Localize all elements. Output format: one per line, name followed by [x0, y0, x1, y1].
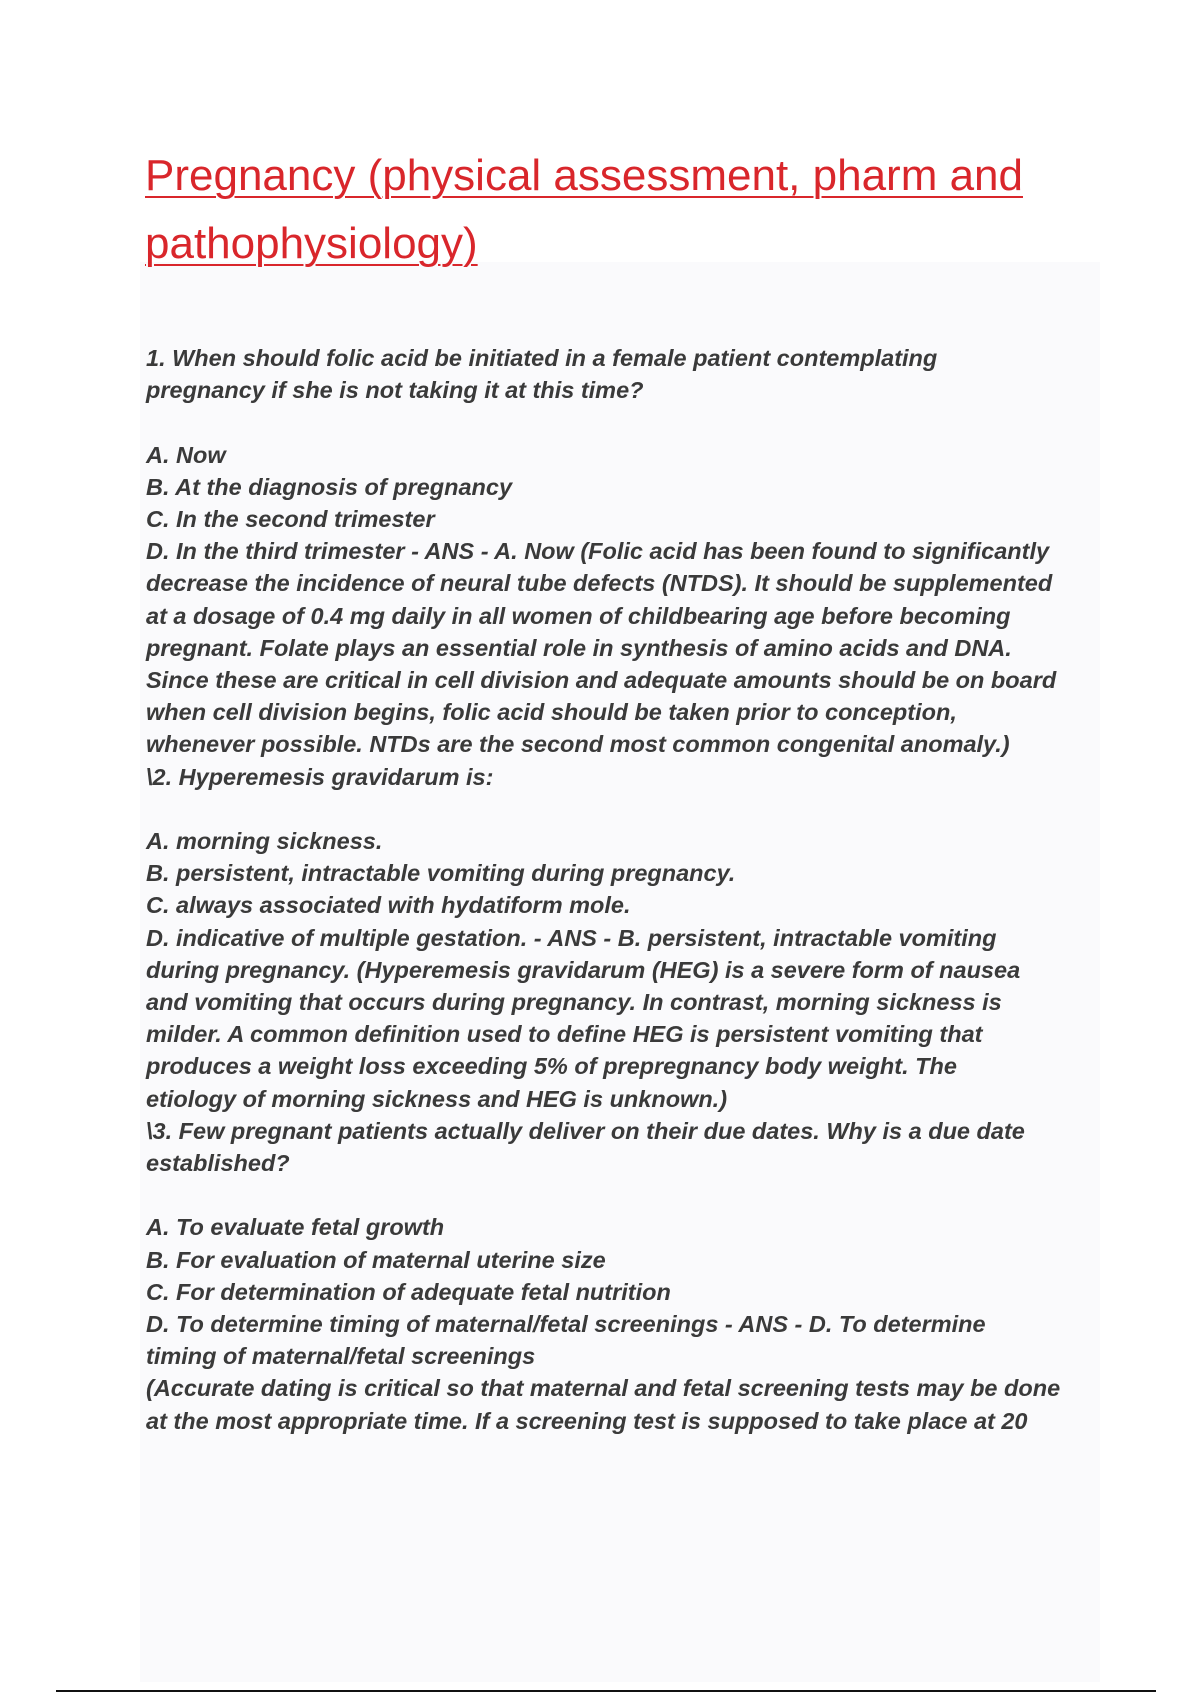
answer-line: B. At the diagnosis of pregnancy	[146, 473, 513, 500]
answer-line: decrease the incidence of neural tube defects (NTDS). It should be supplemented	[146, 570, 1053, 597]
document-title	[145, 142, 1145, 278]
question-stem-line: established?	[146, 1150, 290, 1177]
answer-line: produces a weight loss exceeding 5% of prepregnancy body weight. The	[146, 1053, 957, 1080]
answer-line: B. persistent, intractable vomiting during pregnancy.	[146, 860, 736, 887]
question-stem-line: \2. Hyperemesis gravidarum is:	[146, 763, 494, 790]
title-line-2: pathophysiology)	[145, 219, 478, 268]
answer-line: C. In the second trimester	[146, 506, 435, 532]
question-stem-line: \3. Few pregnant patients actually deliver on their due dates. Why is a due date	[146, 1117, 1025, 1144]
answer-line: C. always associated with hydatiform mole.	[146, 892, 631, 919]
answer-line: D. To determine timing of maternal/fetal screenings - ANS - D. To determine	[146, 1311, 986, 1338]
answer-line: etiology of morning sickness and HEG is unknown.)	[146, 1085, 728, 1112]
answer-line: timing of maternal/fetal screenings	[146, 1343, 536, 1370]
answer-line: D. indicative of multiple gestation. - ANS - B. persistent, intractable vomiting	[146, 924, 997, 951]
answer-line: A. To evaluate fetal growth	[146, 1214, 445, 1241]
answer-line: during pregnancy. (Hyperemesis gravidarum (HEG) is a severe form of nausea	[146, 956, 1021, 983]
answer-line: at a dosage of 0.4 mg daily in all women of childbearing age before becoming	[146, 602, 1011, 629]
answer-line: B. For evaluation of maternal uterine size	[146, 1246, 606, 1273]
question-stem-line: pregnancy if she is not taking it at this time?	[146, 377, 644, 404]
footer-divider	[56, 1690, 1156, 1692]
answer-line: and vomiting that occurs during pregnancy. In contrast, morning sickness is	[146, 989, 1002, 1016]
question-block	[146, 342, 1106, 761]
answer-line: at the most appropriate time. If a screening test is supposed to take place at 20	[146, 1407, 1028, 1434]
answer-line: A. Now	[146, 441, 226, 468]
answer-line: when cell division begins, folic acid should be taken prior to conception,	[146, 699, 957, 726]
question-stem-line: 1. When should folic acid be initiated in a female patient contemplating	[146, 345, 938, 371]
answer-line: pregnant. Folate plays an essential role in synthesis of amino acids and DNA.	[146, 634, 1012, 661]
title-line-1: Pregnancy (physical assessment, pharm and	[145, 151, 1023, 200]
question-block	[146, 1115, 1106, 1437]
answer-line: Since these are critical in cell division and adequate amounts should be on board	[146, 667, 1057, 694]
answer-line: D. In the third trimester - ANS - A. Now (Folic acid has been found to significantly	[146, 538, 1050, 565]
answer-line: C. For determination of adequate fetal nutrition	[146, 1278, 671, 1305]
answer-line: milder. A common definition used to define HEG is persistent vomiting that	[146, 1021, 983, 1048]
question-list	[146, 342, 1106, 1437]
answer-line: A. morning sickness.	[146, 828, 383, 855]
answer-line: (Accurate dating is critical so that maternal and fetal screening tests may be done	[146, 1375, 1061, 1402]
question-block	[146, 761, 1106, 1115]
answer-line: whenever possible. NTDs are the second most common congenital anomaly.)	[146, 731, 1010, 758]
